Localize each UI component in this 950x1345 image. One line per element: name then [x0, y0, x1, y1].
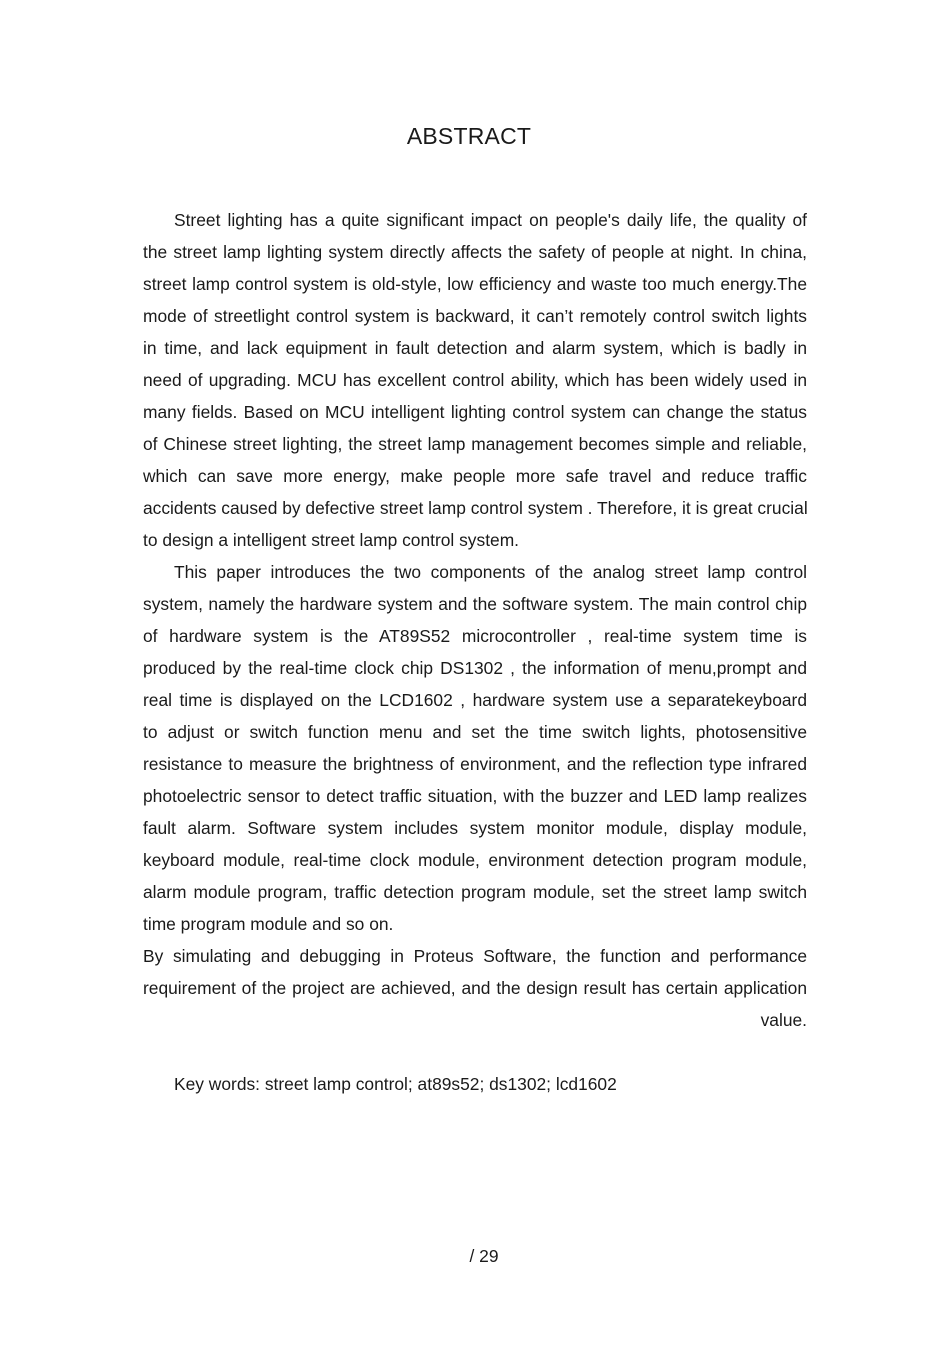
paragraph-2-line: time program module and so on.: [143, 914, 394, 934]
paragraph-1-line: of Chinese street lighting, the street lamp management becomes simple and reliable,: [143, 434, 807, 454]
paragraph-2-line: This paper introduces the two components of the analog street lamp control: [174, 562, 807, 582]
paragraph-2-line: keyboard module, real-time clock module, environment detection program module,: [143, 850, 807, 870]
paragraph-2-line: real time is displayed on the LCD1602 , hardware system use a separatekeyboard: [143, 690, 807, 710]
keywords: Key words: street lamp control; at89s52; ds1302; lcd1602: [174, 1074, 617, 1094]
paragraph-1-line: Street lighting has a quite significant impact on people's daily life, the quality of: [174, 210, 807, 230]
paragraph-2-line: photoelectric sensor to detect traffic situation, with the buzzer and LED lamp realizes: [143, 786, 807, 806]
paragraph-1-line: many fields. Based on MCU intelligent lighting control system can change the status: [143, 402, 807, 422]
paragraph-1-line: need of upgrading. MCU has excellent control ability, which has been widely used in: [143, 370, 807, 390]
paragraph-1-line: in time, and lack equipment in fault detection and alarm system, which is badly in: [143, 338, 807, 358]
paragraph-1-line: street lamp control system is old-style, low efficiency and waste too much energy.The: [143, 274, 807, 294]
abstract-title: ABSTRACT: [406, 123, 532, 149]
paragraph-1-line: which can save more energy, make people more safe travel and reduce traffic: [143, 466, 807, 486]
paragraph-2-line: resistance to measure the brightness of environment, and the reflection type infrared: [143, 754, 807, 774]
paragraph-2-line: produced by the real-time clock chip DS1302 , the information of menu,prompt and: [143, 658, 807, 678]
paragraph-1-line: accidents caused by defective street lamp control system . Therefore, it is great crucial: [143, 498, 808, 518]
paragraph-2-line: of hardware system is the AT89S52 microcontroller , real-time system time is: [143, 626, 807, 646]
paragraph-3-line: By simulating and debugging in Proteus Software, the function and performance: [143, 946, 807, 966]
paragraph-2-line: fault alarm. Software system includes system monitor module, display module,: [143, 818, 807, 838]
paragraph-2-line: alarm module program, traffic detection program module, set the street lamp switch: [143, 882, 807, 902]
paragraph-3-line: requirement of the project are achieved, and the design result has certain application: [143, 978, 807, 998]
paragraph-2-line: to adjust or switch function menu and set the time switch lights, photosensitive: [143, 722, 807, 742]
paragraph-2-line: system, namely the hardware system and the software system. The main control chip: [143, 594, 807, 614]
paragraph-3-line: value.: [760, 1010, 807, 1030]
paragraph-1-line: to design a intelligent street lamp control system.: [143, 530, 520, 550]
paragraph-1-line: the street lamp lighting system directly affects the safety of people at night. In china,: [143, 242, 807, 262]
page-number: / 29: [469, 1246, 499, 1266]
paragraph-1-line: mode of streetlight control system is backward, it can’t remotely control switch lights: [143, 306, 807, 326]
